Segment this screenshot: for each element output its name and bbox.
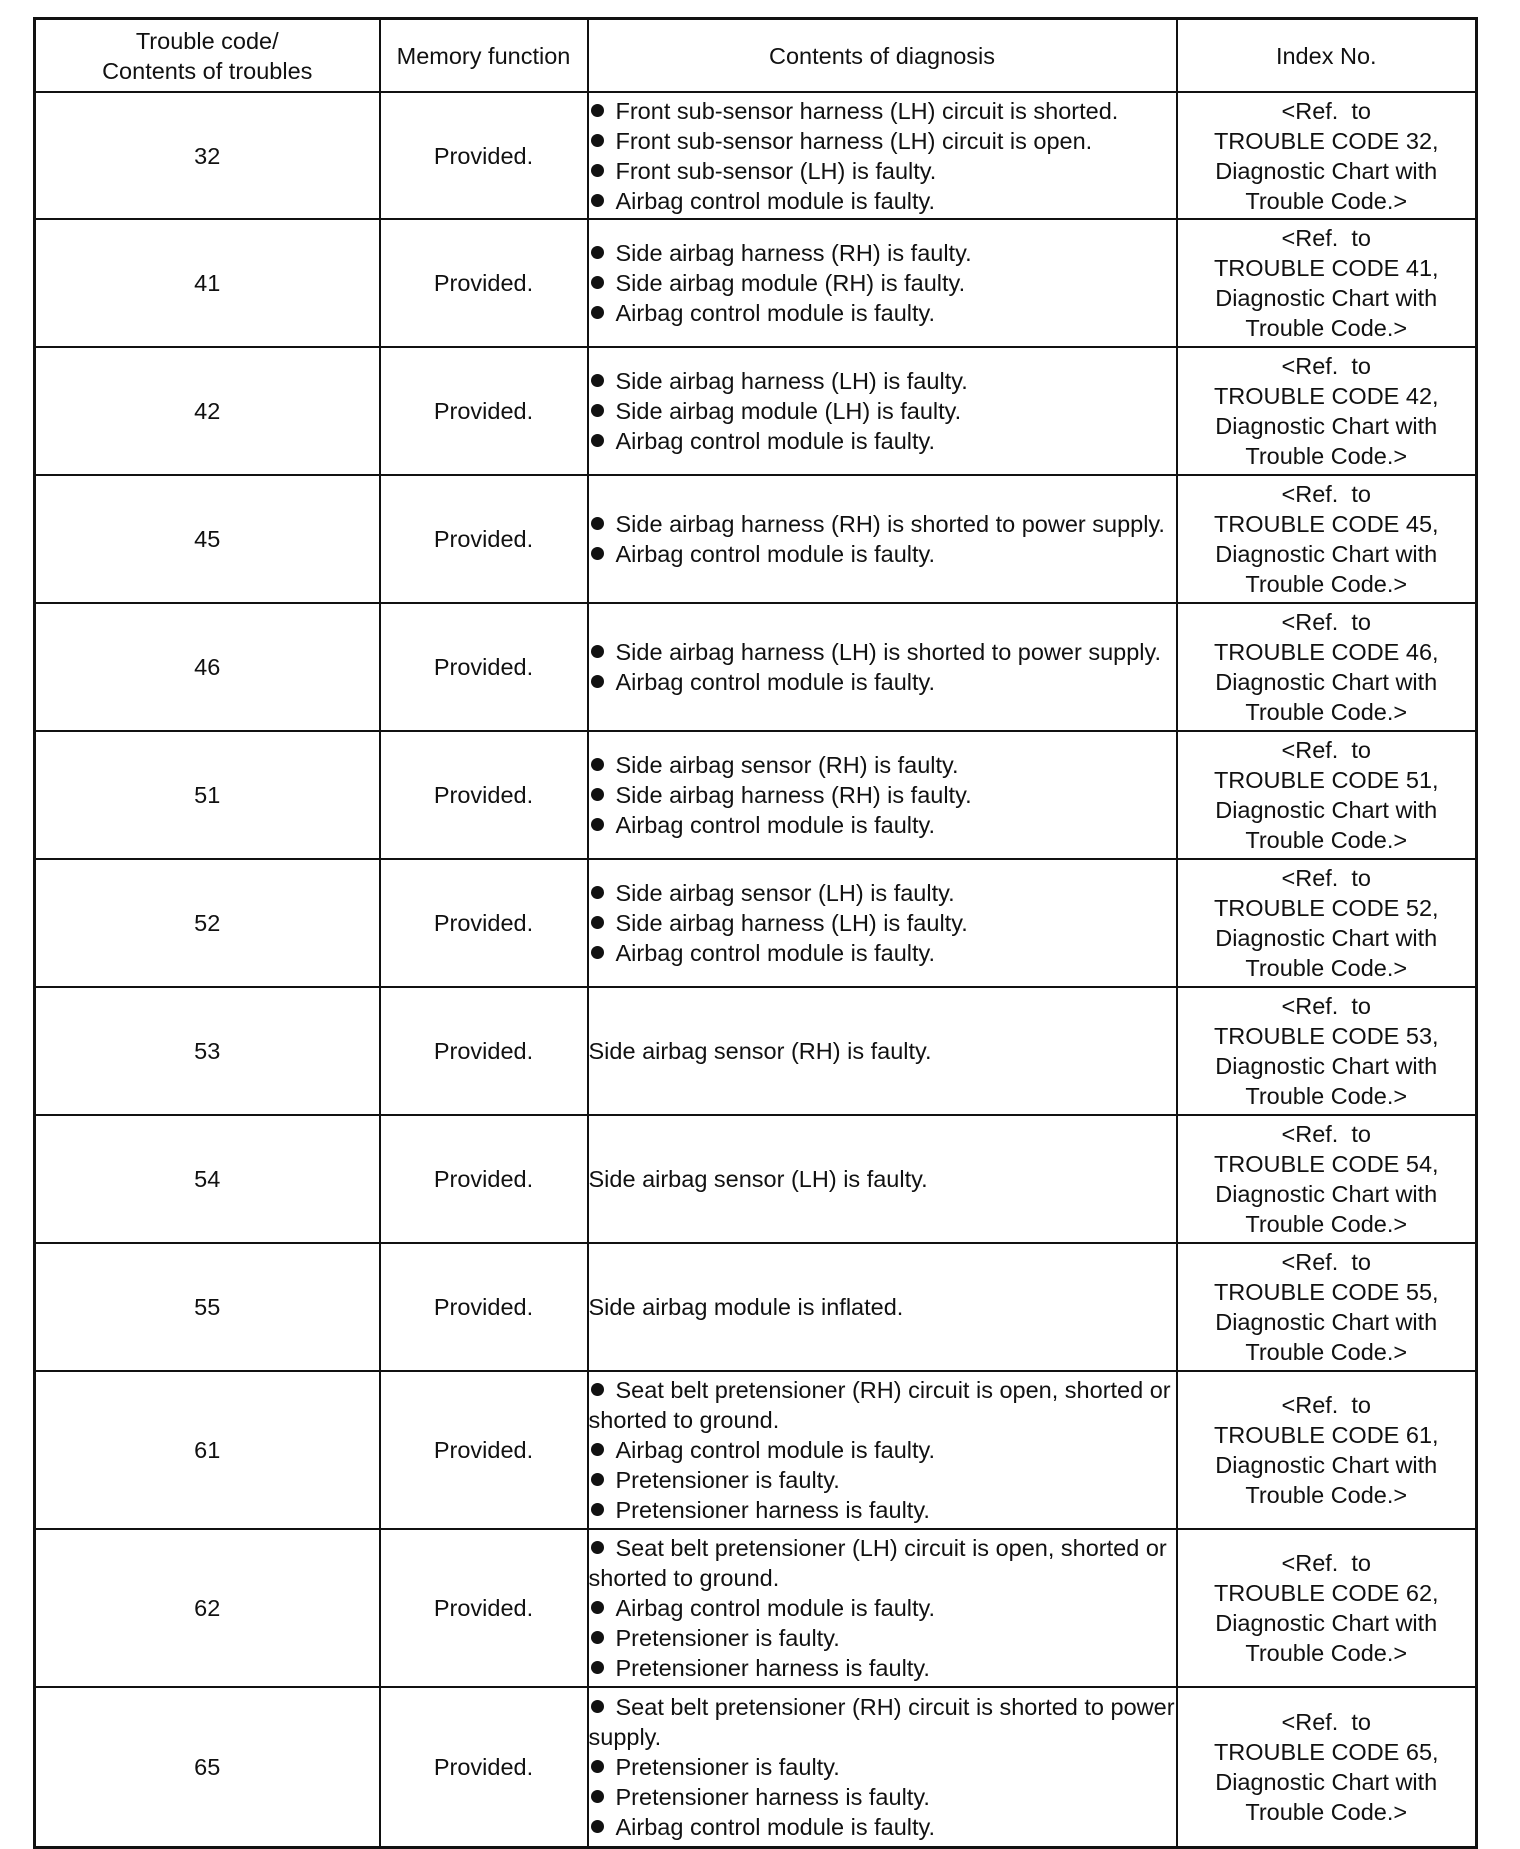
index-no-cell [1177, 987, 1477, 1115]
header-index-no: Index No. [1177, 19, 1477, 93]
diagnosis-item-text: Airbag control module is faulty. [615, 428, 936, 454]
trouble-code-cell: 45 [35, 475, 380, 603]
index-reference-line: <Ref. to [1281, 865, 1371, 891]
table-header-row [35, 19, 1477, 93]
bullet-icon [591, 246, 604, 259]
index-no-cell [1177, 859, 1477, 987]
diagnosis-cell [588, 1243, 1177, 1371]
header-trouble-code [35, 19, 380, 93]
index-reference-line: Diagnostic Chart with [1215, 925, 1438, 951]
bullet-icon [591, 374, 604, 387]
trouble-code-cell: 55 [35, 1243, 380, 1371]
memory-function-cell: Provided. [380, 731, 588, 859]
diagnosis-cell [588, 475, 1177, 603]
trouble-code-cell: 54 [35, 1115, 380, 1243]
bullet-icon [591, 1790, 604, 1803]
index-reference-line: Diagnostic Chart with [1215, 541, 1438, 567]
diagnosis-item [589, 878, 1176, 908]
index-no-cell [1177, 1115, 1477, 1243]
index-reference-line: Trouble Code.> [1245, 1798, 1408, 1825]
table-row [35, 1687, 1477, 1847]
index-reference-line: TROUBLE CODE 61, [1213, 1422, 1439, 1448]
bullet-icon [591, 547, 604, 560]
diagnosis-item-text: Pretensioner is faulty. [615, 1753, 840, 1780]
bullet-icon [591, 276, 604, 289]
index-reference-line: Diagnostic Chart with [1215, 285, 1438, 311]
memory-function-cell: Provided. [380, 219, 588, 347]
diagnosis-item-text: Pretensioner harness is faulty. [615, 1655, 930, 1681]
index-reference-line: <Ref. to [1281, 1249, 1371, 1275]
table-row [35, 1115, 1477, 1243]
index-no-cell [1177, 219, 1477, 347]
diagnosis-item [589, 938, 1176, 968]
index-reference-line: Trouble Code.> [1245, 955, 1408, 981]
bullet-icon [591, 1503, 604, 1516]
index-no-cell [1177, 92, 1477, 219]
index-reference-line: TROUBLE CODE 32, [1213, 127, 1439, 154]
index-no-cell [1177, 1529, 1477, 1687]
table-row [35, 603, 1477, 731]
index-no-cell [1177, 603, 1477, 731]
diagnosis-item-text: Side airbag sensor (RH) is faulty. [588, 1038, 932, 1064]
diagnosis-item-text: Front sub-sensor harness (LH) circuit is shorted. [615, 97, 1119, 124]
trouble-code-cell: 51 [35, 731, 380, 859]
table-row [35, 219, 1477, 347]
memory-function-cell: Provided. [380, 1529, 588, 1687]
index-reference-line: TROUBLE CODE 62, [1213, 1580, 1439, 1606]
bullet-icon [591, 404, 604, 417]
diagnosis-item [589, 509, 1176, 539]
index-no-cell [1177, 1243, 1477, 1371]
diagnosis-item [589, 186, 1176, 216]
diagnosis-cell [588, 347, 1177, 475]
bullet-icon [591, 675, 604, 688]
trouble-code-cell: 62 [35, 1529, 380, 1687]
bullet-icon [591, 1443, 604, 1456]
diagnosis-item-text: Side airbag harness (LH) is faulty. [615, 368, 968, 394]
header-trouble-code-line2: Contents of troubles [102, 57, 313, 84]
table-row [35, 1371, 1477, 1529]
index-reference-line: Trouble Code.> [1245, 699, 1408, 725]
diagnosis-item [589, 637, 1176, 667]
diagnosis-item [589, 1752, 1176, 1782]
diagnosis-item [589, 1435, 1176, 1465]
diagnosis-item-text: Airbag control module is faulty. [615, 541, 936, 567]
diagnosis-item-text: Seat belt pretensioner (RH) circuit is open, shorted or shorted to ground. [588, 1377, 1171, 1433]
diagnosis-item [589, 1782, 1176, 1812]
bullet-icon [591, 1541, 604, 1554]
diagnosis-item-text: Airbag control module is faulty. [615, 1813, 936, 1840]
diagnosis-item [589, 1375, 1176, 1435]
index-reference-line: <Ref. to [1281, 481, 1371, 507]
bullet-icon [591, 818, 604, 831]
diagnosis-cell [588, 859, 1177, 987]
diagnosis-cell [588, 1687, 1177, 1847]
bullet-icon [591, 758, 604, 771]
trouble-code-cell: 41 [35, 219, 380, 347]
index-reference-line: <Ref. to [1281, 97, 1371, 124]
index-reference-line: Trouble Code.> [1245, 1339, 1408, 1365]
index-no-cell [1177, 347, 1477, 475]
index-reference-line: TROUBLE CODE 65, [1213, 1738, 1439, 1765]
table-row [35, 731, 1477, 859]
diagnosis-cell [588, 92, 1177, 219]
memory-function-cell: Provided. [380, 1371, 588, 1529]
trouble-code-table [33, 17, 1478, 1849]
diagnosis-item [589, 908, 1176, 938]
bullet-icon [591, 434, 604, 447]
memory-function-cell: Provided. [380, 1115, 588, 1243]
diagnosis-item-text: Side airbag harness (LH) is faulty. [615, 910, 968, 936]
table-row [35, 1529, 1477, 1687]
diagnosis-item-text: Side airbag module is inflated. [588, 1294, 904, 1320]
bullet-icon [591, 788, 604, 801]
table-row [35, 1243, 1477, 1371]
bullet-icon [591, 886, 604, 899]
memory-function-cell: Provided. [380, 1687, 588, 1847]
diagnosis-item-text: Side airbag harness (RH) is shorted to power supply. [615, 511, 1165, 537]
bullet-icon [591, 1661, 604, 1674]
diagnosis-item [589, 750, 1176, 780]
index-reference-line: TROUBLE CODE 46, [1213, 639, 1439, 665]
index-no-cell [1177, 1687, 1477, 1847]
diagnosis-item-text: Airbag control module is faulty. [615, 1595, 936, 1621]
diagnosis-item [589, 96, 1176, 126]
diagnosis-item [589, 238, 1176, 268]
index-reference-line: Diagnostic Chart with [1215, 1610, 1438, 1636]
trouble-code-cell: 61 [35, 1371, 380, 1529]
index-reference-line: TROUBLE CODE 41, [1213, 255, 1439, 281]
diagnosis-item [589, 1653, 1176, 1683]
index-reference-line: TROUBLE CODE 55, [1213, 1279, 1439, 1305]
bullet-icon [591, 1383, 604, 1396]
bullet-icon [591, 1601, 604, 1614]
trouble-code-cell: 42 [35, 347, 380, 475]
index-no-cell [1177, 1371, 1477, 1529]
diagnosis-cell [588, 731, 1177, 859]
trouble-code-cell: 52 [35, 859, 380, 987]
table-row [35, 92, 1477, 219]
trouble-code-cell: 32 [35, 92, 380, 219]
diagnosis-item-text: Pretensioner harness is faulty. [615, 1783, 930, 1810]
diagnosis-item [589, 1692, 1176, 1752]
table-row [35, 859, 1477, 987]
bullet-icon [591, 164, 604, 177]
diagnosis-item-text: Pretensioner is faulty. [615, 1625, 840, 1651]
index-reference-line: <Ref. to [1281, 1392, 1371, 1418]
diagnosis-cell [588, 219, 1177, 347]
index-reference-line: TROUBLE CODE 42, [1213, 383, 1439, 409]
index-reference-line: TROUBLE CODE 51, [1213, 767, 1439, 793]
diagnosis-item [589, 667, 1176, 697]
index-reference-line: Trouble Code.> [1245, 187, 1408, 214]
diagnosis-cell [588, 1371, 1177, 1529]
diagnosis-item [589, 539, 1176, 569]
index-reference-line: Trouble Code.> [1245, 1083, 1408, 1109]
diagnosis-item-text: Seat belt pretensioner (LH) circuit is open, shorted or shorted to ground. [588, 1535, 1167, 1591]
header-contents-of-diagnosis: Contents of diagnosis [588, 19, 1177, 93]
index-reference-line: <Ref. to [1281, 1550, 1371, 1576]
bullet-icon [591, 194, 604, 207]
diagnosis-item-text: Airbag control module is faulty. [615, 812, 936, 838]
diagnosis-item-text: Airbag control module is faulty. [615, 940, 936, 966]
memory-function-cell: Provided. [380, 859, 588, 987]
diagnosis-cell [588, 603, 1177, 731]
diagnosis-item-text: Pretensioner harness is faulty. [615, 1497, 930, 1523]
diagnosis-cell [588, 1529, 1177, 1687]
bullet-icon [591, 134, 604, 147]
bullet-icon [591, 1820, 604, 1833]
table-body [35, 92, 1477, 1847]
diagnosis-cell [588, 1115, 1177, 1243]
diagnosis-item [589, 366, 1176, 396]
diagnosis-item-text: Front sub-sensor (LH) is faulty. [615, 157, 937, 184]
bullet-icon [591, 645, 604, 658]
diagnosis-item-text: Airbag control module is faulty. [615, 1437, 936, 1463]
table-row [35, 987, 1477, 1115]
index-reference-line: Trouble Code.> [1245, 1211, 1408, 1237]
diagnosis-item-text: Airbag control module is faulty. [615, 187, 936, 214]
index-reference-line: Diagnostic Chart with [1215, 413, 1438, 439]
index-reference-line: Diagnostic Chart with [1215, 157, 1438, 184]
bullet-icon [591, 517, 604, 530]
index-reference-line: <Ref. to [1281, 225, 1371, 251]
diagnosis-item-text: Front sub-sensor harness (LH) circuit is open. [615, 127, 1093, 154]
diagnosis-item [589, 810, 1176, 840]
diagnosis-item [589, 780, 1176, 810]
diagnosis-item-text: Airbag control module is faulty. [615, 300, 936, 326]
memory-function-cell: Provided. [380, 92, 588, 219]
bullet-icon [591, 1631, 604, 1644]
header-trouble-code-line1: Trouble code/ [135, 27, 279, 54]
diagnosis-item-text: Seat belt pretensioner (RH) circuit is shorted to power supply. [588, 1693, 1175, 1750]
diagnosis-item [589, 1495, 1176, 1525]
memory-function-cell: Provided. [380, 1243, 588, 1371]
index-reference-line: TROUBLE CODE 45, [1213, 511, 1439, 537]
diagnosis-item [589, 396, 1176, 426]
diagnosis-item [589, 1292, 1176, 1322]
diagnosis-item-text: Airbag control module is faulty. [615, 669, 936, 695]
trouble-code-cell: 46 [35, 603, 380, 731]
index-reference-line: Trouble Code.> [1245, 571, 1408, 597]
header-memory-function: Memory function [380, 19, 588, 93]
diagnosis-item [589, 1623, 1176, 1653]
diagnosis-item [589, 298, 1176, 328]
diagnosis-item-text: Side airbag harness (RH) is faulty. [615, 240, 972, 266]
index-reference-line: Diagnostic Chart with [1215, 1181, 1438, 1207]
diagnosis-cell [588, 987, 1177, 1115]
index-reference-line: Trouble Code.> [1245, 443, 1408, 469]
memory-function-cell: Provided. [380, 347, 588, 475]
index-reference-line: TROUBLE CODE 54, [1213, 1151, 1439, 1177]
diagnosis-item [589, 156, 1176, 186]
bullet-icon [591, 104, 604, 117]
diagnosis-item [589, 126, 1176, 156]
index-reference-line: Trouble Code.> [1245, 315, 1408, 341]
index-reference-line: <Ref. to [1281, 353, 1371, 379]
diagnosis-item-text: Side airbag module (RH) is faulty. [615, 270, 966, 296]
diagnosis-item-text: Side airbag sensor (LH) is faulty. [588, 1166, 928, 1192]
index-reference-line: <Ref. to [1281, 737, 1371, 763]
memory-function-cell: Provided. [380, 475, 588, 603]
bullet-icon [591, 1760, 604, 1773]
index-reference-line: Diagnostic Chart with [1215, 1452, 1438, 1478]
index-no-cell [1177, 475, 1477, 603]
bullet-icon [591, 946, 604, 959]
bullet-icon [591, 916, 604, 929]
diagnosis-item [589, 1465, 1176, 1495]
index-reference-line: Trouble Code.> [1245, 1482, 1408, 1508]
index-reference-line: Diagnostic Chart with [1215, 1309, 1438, 1335]
memory-function-cell: Provided. [380, 603, 588, 731]
bullet-icon [591, 1473, 604, 1486]
index-reference-line: <Ref. to [1281, 1708, 1371, 1735]
diagnosis-item [589, 426, 1176, 456]
index-reference-line: <Ref. to [1281, 609, 1371, 635]
diagnosis-item-text: Side airbag module (LH) is faulty. [615, 398, 962, 424]
memory-function-cell: Provided. [380, 987, 588, 1115]
bullet-icon [591, 1700, 604, 1713]
index-no-cell [1177, 731, 1477, 859]
index-reference-line: Diagnostic Chart with [1215, 1768, 1438, 1795]
diagnosis-item [589, 1036, 1176, 1066]
diagnosis-item [589, 1812, 1176, 1842]
index-reference-line: TROUBLE CODE 52, [1213, 895, 1439, 921]
index-reference-line: TROUBLE CODE 53, [1213, 1023, 1439, 1049]
diagnosis-item-text: Side airbag sensor (RH) is faulty. [615, 752, 959, 778]
diagnosis-item-text: Pretensioner is faulty. [615, 1467, 840, 1493]
index-reference-line: <Ref. to [1281, 993, 1371, 1019]
diagnosis-item [589, 1164, 1176, 1194]
index-reference-line: Trouble Code.> [1245, 1640, 1408, 1666]
table-row [35, 475, 1477, 603]
bullet-icon [591, 306, 604, 319]
trouble-code-cell: 65 [35, 1687, 380, 1847]
diagnosis-item [589, 268, 1176, 298]
index-reference-line: Trouble Code.> [1245, 827, 1408, 853]
table-row [35, 347, 1477, 475]
index-reference-line: Diagnostic Chart with [1215, 797, 1438, 823]
trouble-code-cell: 53 [35, 987, 380, 1115]
index-reference-line: <Ref. to [1281, 1121, 1371, 1147]
diagnosis-item-text: Side airbag sensor (LH) is faulty. [615, 880, 955, 906]
diagnosis-item-text: Side airbag harness (LH) is shorted to power supply. [615, 639, 1162, 665]
index-reference-line: Diagnostic Chart with [1215, 669, 1438, 695]
diagnosis-item-text: Side airbag harness (RH) is faulty. [615, 782, 972, 808]
index-reference-line: Diagnostic Chart with [1215, 1053, 1438, 1079]
diagnosis-item [589, 1593, 1176, 1623]
diagnosis-item [589, 1533, 1176, 1593]
